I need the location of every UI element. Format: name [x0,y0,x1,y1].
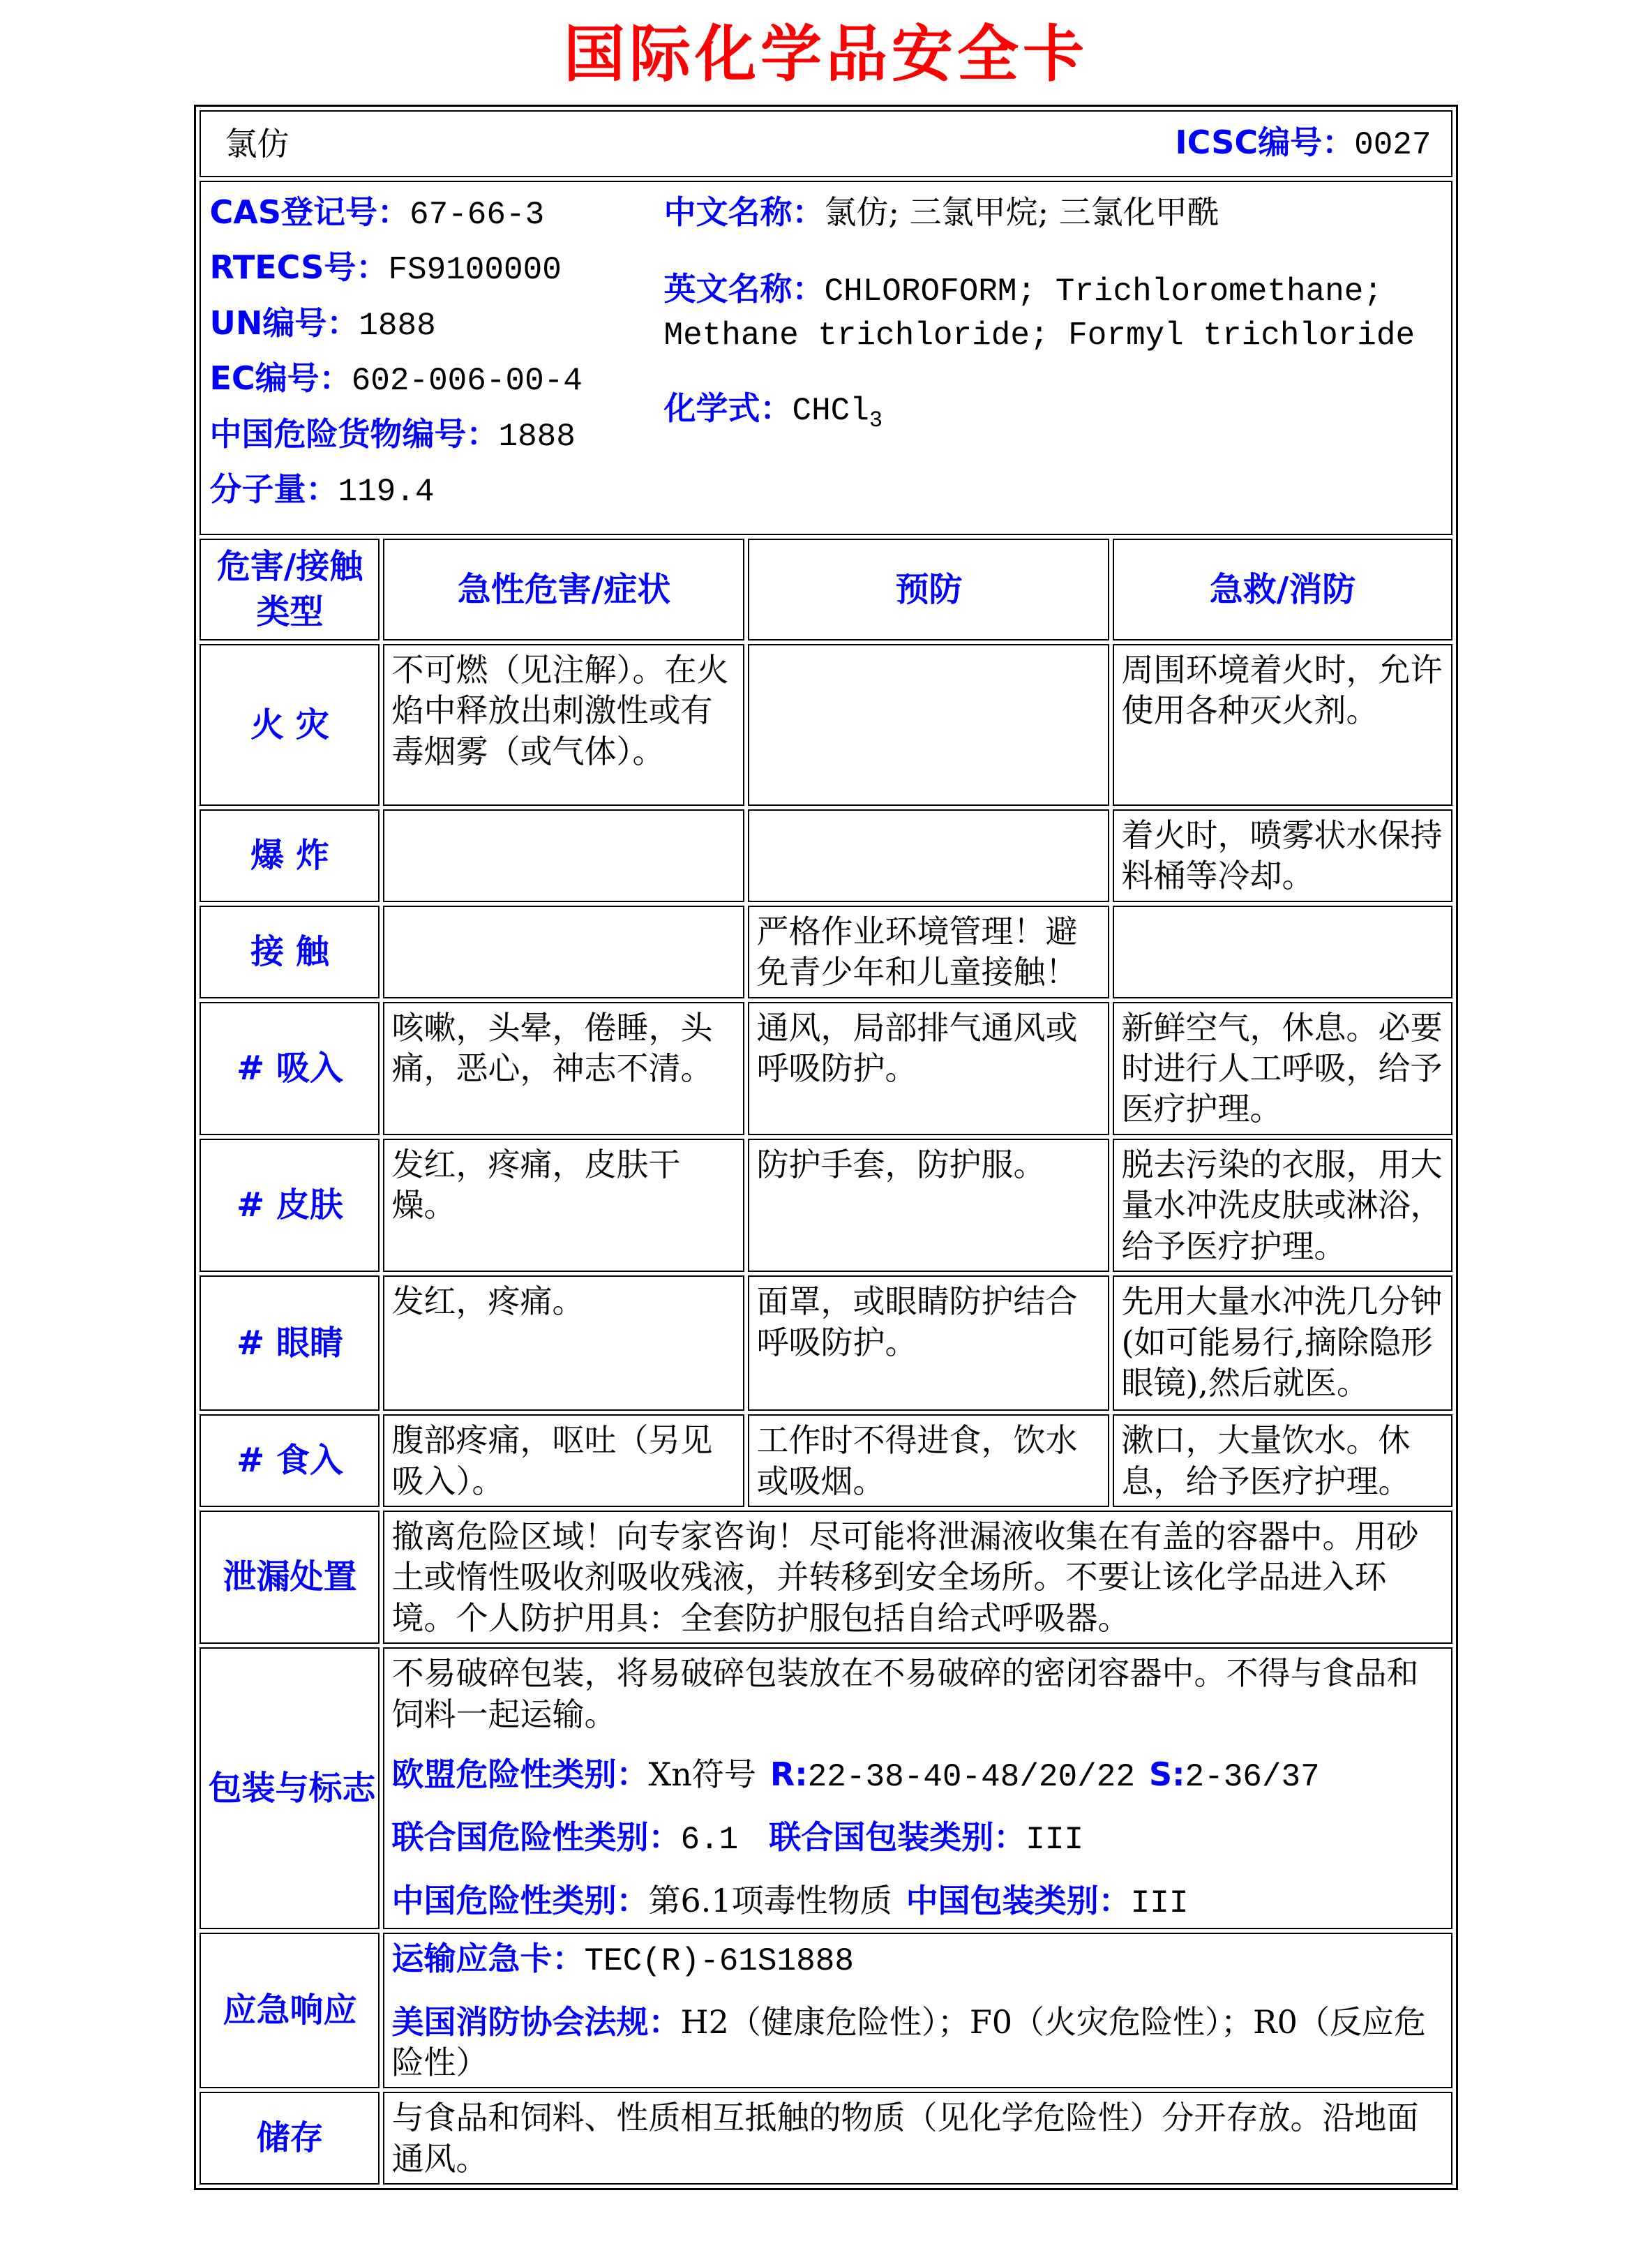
symptoms-cell: 咳嗽，头晕，倦睡，头痛，恶心，神志不清。 [383,1002,744,1135]
spill-row [200,1511,1452,1644]
tec-card-value: TEC(R)-61S1888 [584,1943,854,1980]
hazard-type-cell: # 眼睛 [200,1275,380,1411]
cas-label: CAS登记号： [209,193,410,231]
substance-name: 氯仿 [225,124,290,163]
storage-row [200,2092,1452,2185]
emergency-row [200,1933,1452,2088]
hazard-header-row [200,539,1452,641]
hazard-row-explosion [200,809,1452,902]
cn-classification-line [391,1880,1443,1924]
symptoms-cell: 发红，疼痛。 [383,1275,744,1411]
china-dg-label: 中国危险货物编号： [209,414,499,453]
identifiers-row [200,181,1452,535]
hazard-type-header-line2: 类型 [256,592,324,632]
prevention-cell: 通风，局部排气通风或呼吸防护。 [748,1002,1109,1135]
icsc-number-value: 0027 [1354,126,1432,163]
hazard-type-cell: 接 触 [200,906,380,998]
hazard-row-eyes [200,1275,1452,1411]
hazard-type-header [200,539,380,641]
ec-label: EC编号： [209,359,352,398]
symptoms-cell: 发红，疼痛，皮肤干燥。 [383,1139,744,1272]
first-aid-cell [1113,906,1452,998]
hazard-row-contact [200,906,1452,998]
symptoms-header: 急性危害/症状 [383,539,744,641]
formula-value: CHCl [792,393,869,430]
prevention-cell: 工作时不得进食，饮水或吸烟。 [748,1414,1109,1507]
cn-hazard-class-value: 第6.1项毒性物质 [648,1881,892,1919]
tec-card-label: 运输应急卡： [391,1940,585,1978]
eu-class-label: 欧盟危险性类别： [391,1755,649,1793]
formula-subscript: 3 [869,407,883,434]
identifier-un [209,303,659,346]
spill-type-cell: 泄漏处置 [200,1511,380,1644]
cn-pack-group-value: III [1130,1885,1189,1922]
hazard-type-cell: # 吸入 [200,1002,380,1135]
symptoms-cell: 不可燃（见注解）。在火焰中释放出刺激性或有毒烟雾（或气体）。 [383,644,744,806]
mol-weight-value: 119.4 [338,474,435,511]
first-aid-cell: 新鲜空气，休息。必要时进行人工呼吸，给予医疗护理。 [1113,1002,1452,1135]
s-phrases-value: 2-36/37 [1185,1758,1320,1795]
un-value: 1888 [359,307,436,344]
packaging-row [200,1647,1452,1929]
eu-classification-line [391,1754,1443,1797]
hazard-type-cell: 火 灾 [200,644,380,806]
emergency-content-cell [383,1933,1452,2088]
un-classification-line [391,1817,1443,1860]
storage-content-cell [383,2092,1452,2185]
mol-weight-label: 分子量： [209,470,338,509]
rtecs-value: FS9100000 [388,252,562,289]
card-header-cell [200,110,1452,177]
un-hazard-class-value: 6.1 [680,1822,739,1859]
prevention-cell [748,644,1109,806]
hazard-row-ingestion [200,1414,1452,1507]
hazard-row-fire [200,644,1452,806]
english-name-value: CHLOROFORM; Trichloromethane; Methane trichloride; Formyl trichloride [663,274,1416,354]
packaging-content-cell [383,1647,1452,1929]
hazard-type-cell: 爆 炸 [200,809,380,902]
first-aid-cell: 脱去污染的衣服，用大量水冲洗皮肤或淋浴，给予医疗护理。 [1113,1139,1452,1272]
hazard-type-header-line1: 危害/接触 [216,547,363,587]
first-aid-cell: 漱口，大量饮水。休息，给予医疗护理。 [1113,1414,1452,1507]
prevention-header: 预防 [748,539,1109,641]
identifier-cas [209,192,659,235]
storage-type-cell: 储存 [200,2092,380,2185]
page-title: 国际化学品安全卡 [563,18,1088,90]
cn-hazard-class-label: 中国危险性类别： [391,1881,649,1919]
china-dg-value: 1888 [498,418,576,455]
identifiers-cell [200,181,1452,535]
first-aid-header: 急救/消防 [1113,539,1452,641]
chinese-name-value: 氯仿; 三氯甲烷; 三氯化甲酰 [824,193,1219,231]
chinese-name [663,192,1439,232]
identifier-rtecs [209,247,659,290]
symptoms-cell [383,906,744,998]
english-name [663,269,1439,356]
un-pack-group-value: III [1026,1822,1084,1859]
identifier-mol-weight [209,469,659,512]
chemical-formula [663,388,1439,434]
un-hazard-class-label: 联合国危险性类别： [391,1818,681,1857]
icsc-number [1175,122,1431,165]
icsc-card-table [194,105,1457,2190]
nfpa-line [391,2002,1443,2083]
formula-label: 化学式： [663,389,793,428]
hazard-type-cell: # 皮肤 [200,1139,380,1272]
un-label: UN编号： [209,304,359,342]
prevention-cell: 严格作业环境管理！避免青少年和儿童接触！ [748,906,1109,998]
r-phrases-value: 22-38-40-48/20/22 [807,1758,1135,1795]
hazard-row-skin [200,1139,1452,1272]
identifier-list [209,192,659,524]
first-aid-cell: 着火时，喷雾状水保持料桶等冷却。 [1113,809,1452,902]
storage-text: 与食品和饲料、性质相互抵触的物质（见化学危险性）分开存放。沿地面通风。 [391,2099,1419,2178]
english-name-label: 英文名称： [663,270,825,308]
un-pack-group-label: 联合国包装类别： [769,1818,1026,1857]
packaging-text: 不易破碎包装，将易破碎包装放在不易破碎的密闭容器中。不得与食品和饲料一起运输。 [391,1654,1419,1733]
nfpa-code-value: H2（健康危险性）；F0（火灾危险性）；R0（反应危险性） [391,2002,1426,2081]
symptoms-cell: 腹部疼痛，呕吐（另见吸入）。 [383,1414,744,1507]
r-phrases-label: R: [769,1755,808,1793]
chinese-name-label: 中文名称： [663,193,825,231]
hazard-type-cell: # 食入 [200,1414,380,1507]
symptoms-cell [383,809,744,902]
cas-value: 67-66-3 [409,197,545,233]
nfpa-code-label: 美国消防协会法规： [391,2002,681,2041]
cn-pack-group-label: 中国包装类别： [906,1881,1131,1919]
spill-content-cell [383,1511,1452,1644]
prevention-cell: 面罩，或眼睛防护结合呼吸防护。 [748,1275,1109,1411]
identifier-ec [209,358,659,401]
ec-value: 602-006-00-4 [351,363,583,400]
first-aid-cell: 先用大量水冲洗几分钟(如可能易行,摘除隐形眼镜),然后就医。 [1113,1275,1452,1411]
prevention-cell: 防护手套，防护服。 [748,1139,1109,1272]
packaging-type-cell: 包装与标志 [200,1647,380,1929]
eu-class-value: Xn符号 [648,1755,756,1793]
spill-text: 撤离危险区域！向专家咨询！尽可能将泄漏液收集在有盖的容器中。用砂土或惰性吸收剂吸收残液，并转移到安全场所。不要让该化学品进入环境。个人防护用具：全套防护服包括自给式呼吸器。 [391,1517,1419,1637]
s-phrases-label: S: [1148,1755,1185,1793]
card-header-row [200,110,1452,177]
prevention-cell [748,809,1109,902]
first-aid-cell: 周围环境着火时，允许使用各种灭火剂。 [1113,644,1452,806]
identifier-china-dg [209,414,659,457]
icsc-document [0,18,1652,2262]
name-block [659,192,1439,524]
hazard-row-inhalation [200,1002,1452,1135]
emergency-type-cell: 应急响应 [200,1933,380,2088]
rtecs-label: RTECS号： [209,248,389,287]
tec-line [391,1938,1443,1982]
icsc-number-label: ICSC编号： [1175,123,1355,161]
